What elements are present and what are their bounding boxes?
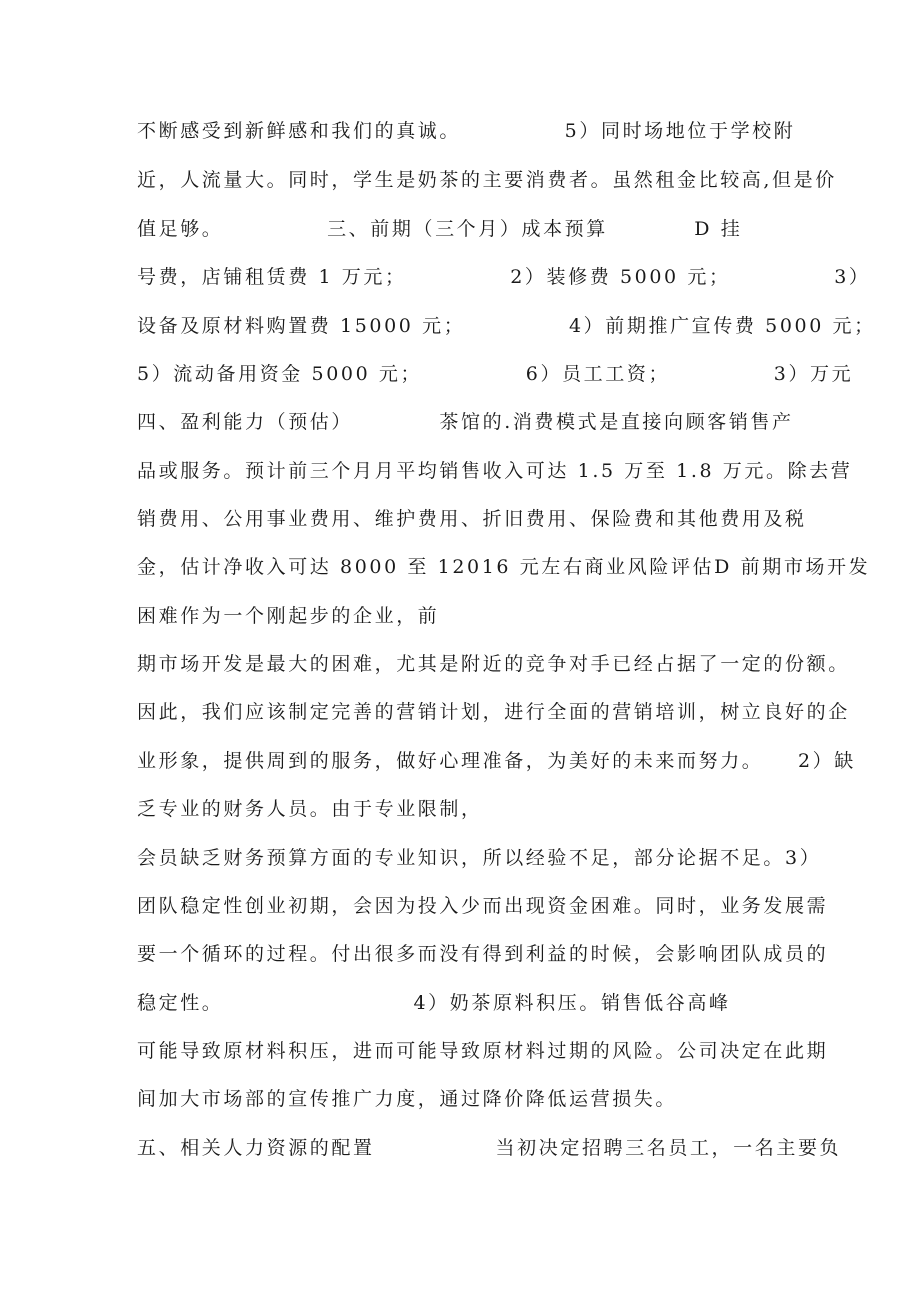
text-line: 要一个循环的过程。付出很多而没有得到利益的时候，会影响团队成员的	[137, 943, 829, 965]
text-line: 间加大市场部的宣传推广力度，通过降价降低运营损失。	[137, 1088, 678, 1110]
text-line: 不断感受到新鲜感和我们的真诚。 5）同时场地位于学校附	[137, 120, 796, 142]
text-line: 品或服务。预计前三个月月平均销售收入可达 1.5 万至 1.8 万元。除去营	[137, 460, 853, 482]
text-line: 期市场开发是最大的困难，尤其是附近的竞争对手已经占据了一定的份额。	[137, 653, 850, 675]
text-line: 四、盈利能力（预估） 茶馆的.消费模式是直接向顾客销售产	[137, 411, 794, 433]
text-line: 值足够。 三、前期（三个月）成本预算 D 挂	[137, 218, 743, 240]
text-line: 金，估计净收入可达 8000 至 12016 元左右商业风险评估D 前期市场开发	[137, 556, 871, 578]
text-line: 稳定性。 4）奶茶原料积压。销售低谷高峰	[137, 992, 731, 1014]
text-line: 乏专业的财务人员。由于专业限制，	[137, 798, 483, 820]
text-line: 号费，店铺租赁费 1 万元； 2）装修费 5000 元； 3）	[137, 266, 871, 288]
text-line: 近，人流量大。同时，学生是奶茶的主要消费者。虽然租金比较高,但是价	[137, 169, 837, 191]
text-line: 业形象，提供周到的服务，做好心理准备，为美好的未来而努力。 2）缺	[137, 750, 856, 772]
text-line: 困难作为一个刚起步的企业，前	[137, 605, 440, 627]
text-line: 5）流动备用资金 5000 元； 6）员工工资； 3）万元	[137, 363, 854, 385]
text-line: 会员缺乏财务预算方面的专业知识，所以经验不足，部分论据不足。3）	[137, 847, 822, 869]
text-line: 设备及原材料购置费 15000 元； 4）前期推广宣传费 5000 元；	[137, 315, 876, 337]
text-line: 因此，我们应该制定完善的营销计划，进行全面的营销培训，树立良好的企	[137, 701, 850, 723]
text-line: 销费用、公用事业费用、维护费用、折旧费用、保险费和其他费用及税	[137, 508, 807, 530]
text-line: 团队稳定性创业初期，会因为投入少而出现资金困难。同时，业务发展需	[137, 895, 829, 917]
text-line: 可能导致原材料积压，进而可能导致原材料过期的风险。公司决定在此期	[137, 1040, 829, 1062]
text-line: 五、相关人力资源的配置 当初决定招聘三名员工，一名主要负	[137, 1137, 842, 1159]
